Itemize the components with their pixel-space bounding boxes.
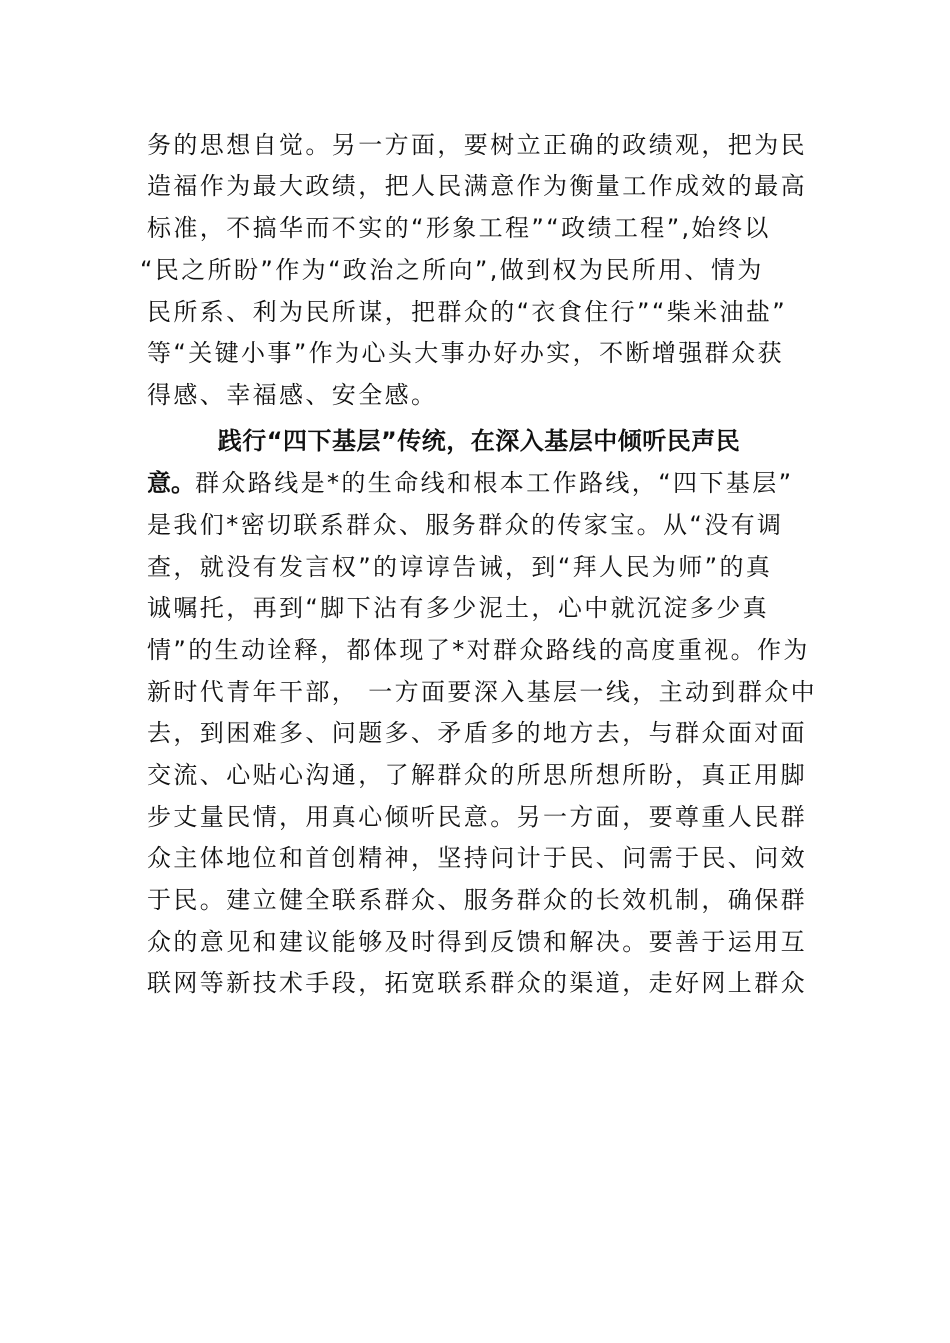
text-line: 联网等新技术手段，拓宽联系群众的渠道，走好网上群众 — [147, 969, 807, 997]
text-line: 情”的生动诠释，都体现了*对群众路线的高度重视。作为 — [147, 636, 810, 664]
text-line: 步丈量民情，用真心倾听民意。另一方面，要尊重人民群 — [147, 803, 807, 831]
text-line: 标准，不搞华而不实的“形象工程”“政绩工程”,始终以 — [147, 214, 771, 242]
text-line: 造福作为最大政绩，把人民满意作为衡量工作成效的最高 — [147, 172, 807, 200]
text-line-rest: 群众路线是*的生命线和根本工作路线，“四下基层” — [195, 469, 794, 497]
text-line: “民之所盼”作为“政治之所向”,做到权为民所用、情为 — [140, 256, 764, 284]
text-line: 民所系、利为民所谋，把群众的“衣食住行”“柴米油盐” — [147, 298, 788, 326]
text-line: 去，到困难多、问题多、矛盾多的地方去，与群众面对面 — [147, 719, 807, 747]
section-heading-end: 意。 — [147, 469, 195, 497]
text-line: 于民。建立健全联系群众、服务群众的长效机制，确保群 — [147, 886, 807, 914]
text-line: 新时代青年干部， 一方面要深入基层一线，主动到群众中 — [147, 678, 818, 706]
text-line: 查，就没有发言权”的谆谆告诫，到“拜人民为师”的真 — [147, 553, 773, 581]
text-line: 众主体地位和首创精神，坚持问计于民、问需于民、问效 — [147, 844, 807, 872]
section-heading: 践行“四下基层”传统，在深入基层中倾听民声民 — [217, 427, 741, 455]
text-line — [147, 468, 794, 498]
text-line: 是我们*密切联系群众、服务群众的传家宝。从“没有调 — [147, 511, 784, 539]
text-line: 交流、心贴心沟通，了解群众的所思所想所盼，真正用脚 — [147, 761, 807, 789]
text-line: 诚嘱托，再到“脚下沾有多少泥土，心中就沉淀多少真 — [147, 594, 770, 622]
text-line: 等“关键小事”作为心头大事办好办实，不断增强群众获 — [147, 339, 784, 367]
text-line: 众的意见和建议能够及时得到反馈和解决。要善于运用互 — [147, 928, 807, 956]
text-line: 务的思想自觉。另一方面，要树立正确的政绩观，把为民 — [147, 131, 807, 159]
text-line: 得感、幸福感、安全感。 — [147, 381, 438, 409]
